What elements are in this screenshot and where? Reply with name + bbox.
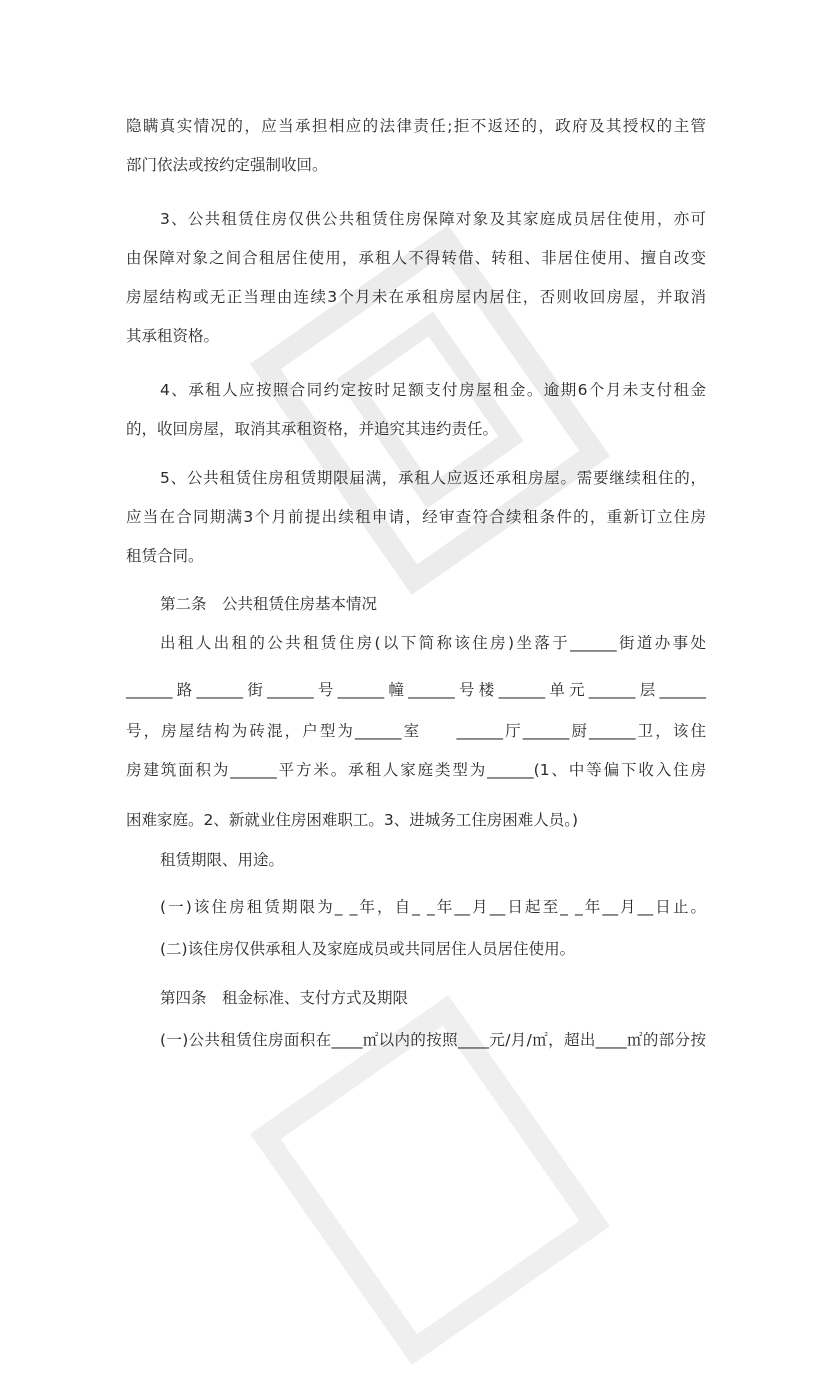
rent-standard-line: (一)公共租赁住房面积在____㎡以内的按照____元/月/㎡，超出____㎡的部分按: [160, 1031, 706, 1049]
article-2-heading: 第二条 公共租赁住房基本情况: [160, 595, 378, 613]
paragraph-line: 出租人出租的公共租赁住房(以下简称该住房)坐落于______街道办事处: [160, 634, 706, 652]
paragraph-line: 隐瞒真实情况的，应当承担相应的法律责任;拒不返还的，政府及其授权的主管: [126, 117, 706, 135]
paragraph-line: 房屋结构或无正当理由连续3个月未在承租房屋内居住，否则收回房屋，并取消: [126, 288, 706, 306]
paragraph-line: 其承租资格。: [126, 327, 220, 345]
address-blanks-line: ______路______街______号______幢______号楼______单元______层______: [126, 681, 706, 699]
article-4-heading: 第四条 租金标准、支付方式及期限: [160, 989, 409, 1007]
usage-line: (二)该住房仅供承租人及家庭成员或共同居住人员居住使用。: [160, 940, 576, 958]
paragraph-line: 应当在合同期满3个月前提出续租申请，经审查符合续租条件的，重新订立住房: [126, 508, 706, 526]
paragraph-line: 困难家庭。2、新就业住房困难职工。3、进城务工住房困难人员。): [126, 811, 579, 829]
paragraph-line: 部门依法或按约定强制收回。: [126, 156, 328, 174]
paragraph-line: 房建筑面积为______平方米。承租人家庭类型为______(1、中等偏下收入住房: [126, 761, 706, 779]
clause-4: 4、承租人应按照合同约定按时足额支付房屋租金。逾期6个月未支付租金: [160, 381, 706, 399]
clause-3: 3、公共租赁住房仅供公共租赁住房保障对象及其家庭成员居住使用，亦可: [160, 210, 706, 228]
paragraph-line: 由保障对象之间合租居住使用，承租人不得转借、转租、非居住使用、擅自改变: [126, 249, 706, 267]
lease-term-heading: 租赁期限、用途。: [160, 851, 285, 869]
paragraph-line: 的，收回房屋，取消其承租资格，并追究其违约责任。: [126, 420, 499, 438]
paragraph-line: 号，房屋结构为砖混，户型为______室 ______厅______厨______卫，该住: [126, 722, 706, 740]
paragraph-line: 租赁合同。: [126, 547, 204, 565]
clause-5: 5、公共租赁住房租赁期限届满，承租人应返还承租房屋。需要继续租住的，: [160, 469, 706, 487]
lease-term-line: (一)该住房租赁期限为_ _年，自_ _年__月__日起至_ _年__月__日止。: [160, 898, 706, 916]
